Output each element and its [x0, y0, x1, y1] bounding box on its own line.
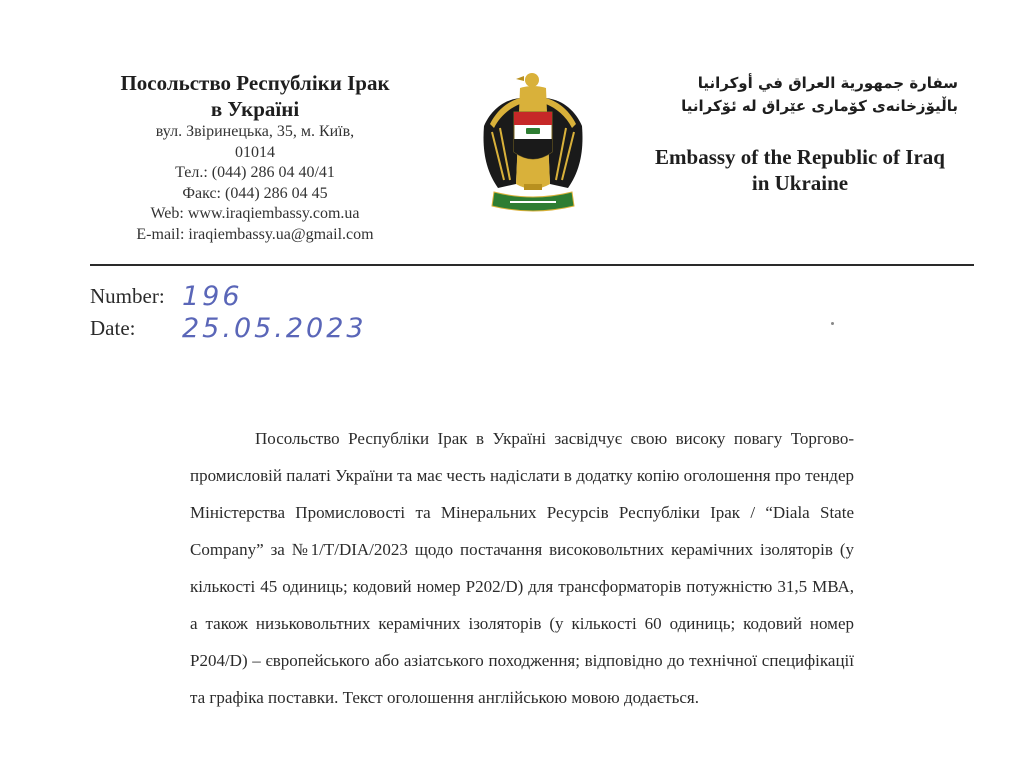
fax-line: Факс: (044) 286 04 45: [182, 184, 328, 202]
web-line: Web: www.iraqiembassy.com.ua: [150, 205, 360, 222]
embassy-title-uk-line2: в Україні: [210, 97, 300, 121]
email-line: E-mail: iraqiembassy.ua@gmail.com: [136, 225, 374, 243]
body-paragraph: Посольство Республіки Ірак в Україні засвідчує свою високу повагу Торгово-промисловій палаті України та має честь надіслати в додатку копію оголошення про тендер Міністерства Промисловості та Мінеральних Ресурсів Республіки Ірак / “Diala State Company” за №1/T/DIA/2023 щодо постачання високовольтних керамічних ізоляторів (у кількості 45 одиниць; кодовий номер P202/D) для трансформаторів потужністю 31,5 МВА, а також низьковольтних керамічних ізоляторів (у кількості 60 одиниць; кодовий номер P204/D) – європейського або азіатського походження; відповідно до технічної специфікації та графіка поставки. Текст оголошення англійською мовою додається.: [190, 429, 854, 707]
embassy-title-en-line2: in Ukraine: [751, 171, 849, 195]
number-value: 196: [182, 281, 243, 312]
embassy-title-en-line1: Embassy of the Republic of Iraq: [655, 145, 945, 169]
embassy-title-arabic: سفارة جمهورية العراق في أوكرانيا: [697, 74, 958, 92]
number-label: Number:: [90, 284, 165, 308]
header-right: [620, 72, 980, 196]
address-line2: 01014: [235, 143, 275, 161]
phone-line: Тел.: (044) 286 04 40/41: [175, 164, 335, 181]
header-divider: [90, 264, 974, 266]
date-row: [90, 313, 367, 344]
date-value: 25.05.2023: [182, 313, 367, 344]
number-row: [90, 281, 243, 312]
embassy-title-uk-line1: Посольство Республіки Ірак: [120, 71, 390, 95]
date-label: Date:: [90, 316, 136, 340]
embassy-title-en: [620, 144, 980, 196]
scan-speck: [831, 322, 834, 325]
eagle-head: [525, 73, 539, 87]
header-left: [90, 70, 420, 245]
address-line1: вул. Звіринецька, 35, м. Київ,: [155, 123, 355, 140]
embassy-title-kurdish: باڵیۆزخانەی کۆماری عێراق لە ئۆکرانیا: [681, 97, 958, 115]
iraq-eagle-emblem-icon: [480, 66, 586, 214]
